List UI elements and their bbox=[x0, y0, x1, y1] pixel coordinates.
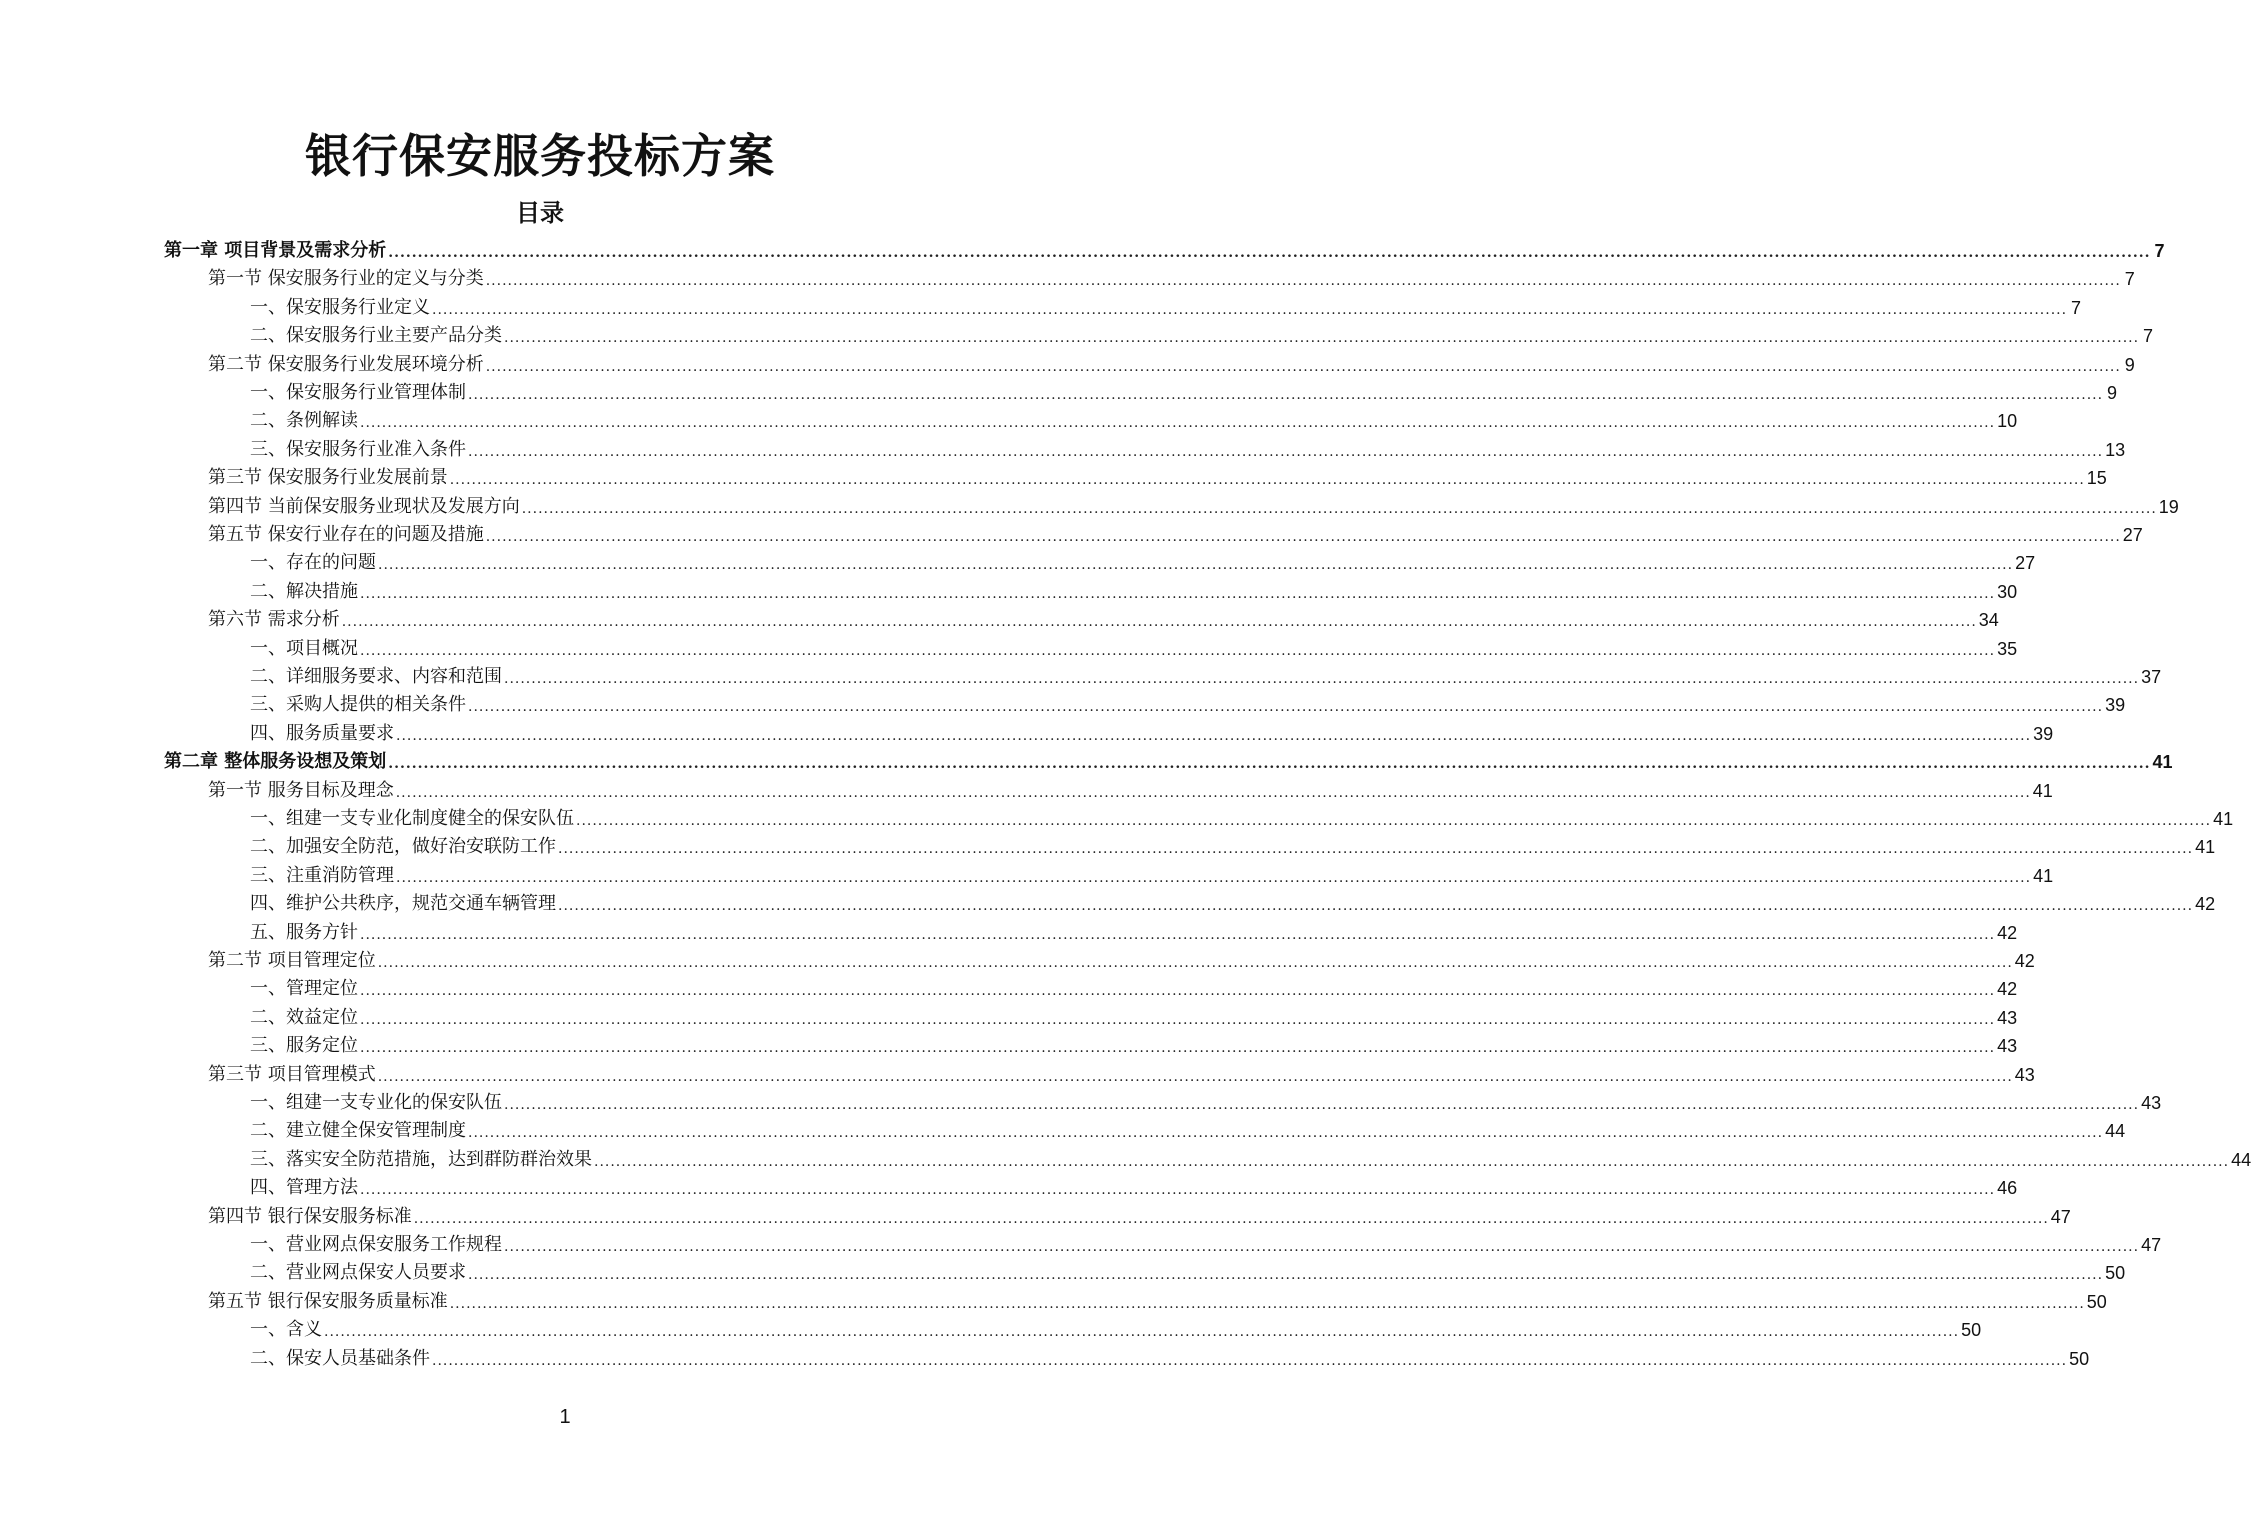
toc-entry[interactable] bbox=[208, 603, 1999, 631]
toc-entry-page: 7 bbox=[2071, 297, 2082, 318]
toc-entry-title: 二、建立健全保安管理制度 bbox=[250, 1120, 466, 1142]
toc-entry-page: 43 bbox=[1997, 1036, 2018, 1057]
document-title: 银行保安服务投标方案 bbox=[305, 129, 775, 183]
toc-entry-title: 第二节 项目管理定位 bbox=[208, 950, 376, 971]
toc-dot-leader: ............................................................................................................................................................................................................................................................................................................ bbox=[378, 557, 2014, 574]
toc-dot-leader: ............................................................................................................................................................................................................................................................................................................ bbox=[413, 1210, 2049, 1227]
toc-entry[interactable] bbox=[250, 319, 2154, 347]
toc-entry[interactable] bbox=[208, 1200, 2071, 1228]
toc-entry-page: 41 bbox=[2195, 837, 2216, 858]
toc-entry-title: 二、保安服务行业主要产品分类 bbox=[250, 325, 502, 347]
toc-entry-page: 42 bbox=[2195, 894, 2216, 915]
toc-dot-leader: ............................................................................................................................................................................................................................................................................................................ bbox=[468, 1125, 2104, 1142]
toc-dot-leader: ............................................................................................................................................................................................................................................................................................................ bbox=[485, 358, 2121, 375]
toc-entry-page: 50 bbox=[2086, 1291, 2107, 1312]
toc-entry-page: 27 bbox=[2015, 553, 2036, 574]
toc-entry-title: 第五节 银行保安服务质量标准 bbox=[208, 1290, 448, 1312]
toc-entry-title: 第二章 整体服务设想及策划 bbox=[164, 751, 387, 773]
toc-entry[interactable] bbox=[208, 1285, 2107, 1313]
toc-dot-leader: ............................................................................................................................................................................................................................................................................................................ bbox=[504, 330, 2140, 347]
toc-entry-page: 7 bbox=[2143, 326, 2154, 347]
toc-entry-title: 第五节 保安行业存在的问题及措施 bbox=[208, 524, 484, 545]
toc-entry-page: 50 bbox=[2069, 1348, 2090, 1369]
toc-entry-page: 9 bbox=[2124, 354, 2135, 375]
toc-entry[interactable] bbox=[208, 262, 2135, 290]
toc-dot-leader: ............................................................................................................................................................................................................................................................................................................ bbox=[485, 273, 2121, 290]
toc-entry-page: 34 bbox=[1978, 610, 1999, 631]
toc-dot-leader: ............................................................................................................................................................................................................................................................................................................ bbox=[468, 387, 2104, 403]
toc-dot-leader: ............................................................................................................................................................................................................................................................................................................ bbox=[360, 1182, 1996, 1199]
toc-dot-leader: ............................................................................................................................................................................................................................................................................................................ bbox=[521, 500, 2157, 517]
toc-dot-leader: ............................................................................................................................................................................................................................................................................................................ bbox=[449, 472, 2085, 489]
toc-dot-leader: ............................................................................................................................................................................................................................................................................................................ bbox=[468, 1267, 2104, 1284]
toc-entry[interactable] bbox=[250, 1313, 1982, 1341]
toc-entry[interactable] bbox=[250, 859, 2054, 887]
toc-dot-leader: ............................................................................................................................................................................................................................................................................................................ bbox=[360, 642, 1996, 659]
toc-dot-leader: ............................................................................................................................................................................................................................................................................................................ bbox=[360, 926, 1996, 943]
toc-entry-title: 一、营业网点保安服务工作规程 bbox=[250, 1234, 502, 1255]
toc-entry-title: 一、保安服务行业定义 bbox=[250, 296, 430, 318]
toc-entry[interactable] bbox=[250, 688, 2126, 716]
toc-entry-title: 五、服务方针 bbox=[250, 921, 358, 943]
toc-entry-title: 二、解决措施 bbox=[250, 580, 358, 602]
toc-entry[interactable] bbox=[250, 546, 2036, 574]
toc-entry-title: 二、加强安全防范，做好治安联防工作 bbox=[250, 836, 556, 858]
toc-dot-leader: ............................................................................................................................................................................................................................................................................................................ bbox=[360, 1040, 1996, 1057]
toc-dot-leader: ............................................................................................................................................................................................................................................................................................................ bbox=[432, 1352, 2068, 1369]
toc-entry-page: 43 bbox=[2014, 1064, 2035, 1085]
toc-entry-title: 三、保安服务行业准入条件 bbox=[250, 438, 466, 460]
toc-entry-title: 第二节 保安服务行业发展环境分析 bbox=[208, 353, 484, 375]
toc-entry-page: 50 bbox=[2105, 1263, 2126, 1284]
toc-entry-title: 第四节 当前保安服务业现状及发展方向 bbox=[208, 495, 520, 517]
toc-entry[interactable] bbox=[250, 291, 2082, 319]
toc-entry[interactable] bbox=[250, 1029, 2018, 1057]
toc-entry-page: 47 bbox=[2141, 1235, 2162, 1255]
toc-entry[interactable] bbox=[250, 1342, 2090, 1370]
toc-entry[interactable] bbox=[208, 490, 2179, 518]
toc-entry-title: 第一节 服务目标及理念 bbox=[208, 779, 394, 801]
toc-dot-leader: ............................................................................................................................................................................................................................................................................................................ bbox=[388, 245, 2151, 261]
toc-dot-leader: ............................................................................................................................................................................................................................................................................................................ bbox=[360, 415, 1996, 432]
toc-entry[interactable] bbox=[250, 1114, 2126, 1142]
toc-entry-title: 三、采购人提供的相关条件 bbox=[250, 694, 466, 716]
toc-entry-page: 37 bbox=[2141, 667, 2162, 687]
toc-entry-title: 第一节 保安服务行业的定义与分类 bbox=[208, 268, 484, 290]
toc-entry[interactable] bbox=[250, 632, 2018, 660]
toc-dot-leader: ............................................................................................................................................................................................................................................................................................................ bbox=[395, 784, 2031, 801]
toc-entry-title: 四、服务质量要求 bbox=[250, 722, 394, 744]
toc-entry-page: 41 bbox=[2032, 780, 2053, 801]
toc-entry[interactable] bbox=[250, 660, 2162, 688]
toc-entry-page: 41 bbox=[2033, 865, 2054, 886]
toc-entry-page: 42 bbox=[2014, 951, 2035, 971]
toc-entry[interactable] bbox=[250, 404, 2018, 432]
toc-entry[interactable] bbox=[250, 575, 2018, 603]
toc-entry-page: 27 bbox=[2122, 525, 2143, 545]
toc-entry-title: 第三节 保安服务行业发展前景 bbox=[208, 467, 448, 489]
toc-entry-title: 三、落实安全防范措施，达到群防群治效果 bbox=[250, 1148, 592, 1170]
toc-entry[interactable] bbox=[208, 518, 2143, 546]
toc-entry-page: 42 bbox=[1997, 922, 2018, 943]
toc-entry-page: 41 bbox=[2213, 809, 2234, 829]
toc-dot-leader: ............................................................................................................................................................................................................................................................................................................ bbox=[360, 1011, 1996, 1028]
toc-entry[interactable] bbox=[250, 972, 2018, 1000]
toc-entry-page: 30 bbox=[1997, 581, 2018, 602]
toc-entry[interactable] bbox=[250, 830, 2216, 858]
toc-entry-page: 39 bbox=[2033, 723, 2054, 744]
toc-dot-leader: ............................................................................................................................................................................................................................................................................................................ bbox=[558, 898, 2194, 915]
toc-entry-title: 四、管理方法 bbox=[250, 1177, 358, 1199]
toc-dot-leader: ............................................................................................................................................................................................................................................................................................................ bbox=[594, 1153, 2230, 1170]
toc-entry-title: 一、组建一支专业化制度健全的保安队伍 bbox=[250, 808, 574, 829]
toc-entry-page: 39 bbox=[2105, 695, 2126, 716]
toc-entry-title: 二、详细服务要求、内容和范围 bbox=[250, 666, 502, 687]
toc-entry[interactable] bbox=[208, 348, 2135, 376]
toc-entry-page: 9 bbox=[2107, 383, 2118, 403]
page-number: 1 bbox=[559, 1406, 571, 1428]
toc-entry[interactable] bbox=[164, 234, 2165, 262]
toc-entry-page: 19 bbox=[2158, 496, 2179, 517]
toc-entry-title: 一、存在的问题 bbox=[250, 552, 376, 574]
toc-dot-leader: ............................................................................................................................................................................................................................................................................................................ bbox=[485, 529, 2121, 545]
toc-entry-page: 43 bbox=[1997, 1007, 2018, 1028]
toc-dot-leader: ............................................................................................................................................................................................................................................................................................................ bbox=[360, 983, 1996, 1000]
toc-entry-page: 13 bbox=[2105, 439, 2126, 460]
toc-entry-page: 47 bbox=[2050, 1206, 2071, 1227]
toc-entry-title: 三、注重消防管理 bbox=[250, 864, 394, 886]
toc-dot-leader: ............................................................................................................................................................................................................................................................................................................ bbox=[576, 813, 2212, 829]
toc-dot-leader: ............................................................................................................................................................................................................................................................................................................ bbox=[432, 301, 2068, 318]
toc-entry-page: 42 bbox=[1997, 979, 2018, 1000]
toc-dot-leader: ............................................................................................................................................................................................................................................................................................................ bbox=[360, 585, 1996, 602]
toc-dot-leader: ............................................................................................................................................................................................................................................................................................................ bbox=[468, 443, 2104, 460]
toc-dot-leader: ............................................................................................................................................................................................................................................................................................................ bbox=[504, 671, 2140, 687]
toc-dot-leader: ............................................................................................................................................................................................................................................................................................................ bbox=[504, 1239, 2140, 1255]
toc-entry-title: 第一章 项目背景及需求分析 bbox=[164, 240, 387, 261]
toc-dot-leader: ............................................................................................................................................................................................................................................................................................................ bbox=[558, 841, 2194, 858]
toc-heading: 目录 bbox=[516, 198, 564, 227]
toc-dot-leader: ............................................................................................................................................................................................................................................................................................................ bbox=[377, 1068, 2013, 1085]
toc-entry-page: 44 bbox=[2231, 1149, 2251, 1170]
toc-entry-page: 50 bbox=[1961, 1320, 1982, 1341]
toc-entry-title: 第四节 银行保安服务标准 bbox=[208, 1205, 412, 1227]
toc-entry-title: 二、效益定位 bbox=[250, 1006, 358, 1028]
toc-entry[interactable] bbox=[250, 717, 2054, 745]
toc-entry-title: 第六节 需求分析 bbox=[208, 609, 340, 631]
toc-entry[interactable] bbox=[208, 944, 2035, 972]
toc-entry[interactable] bbox=[208, 774, 2053, 802]
toc-dot-leader: ............................................................................................................................................................................................................................................................................................................ bbox=[341, 614, 1977, 631]
toc-entry[interactable] bbox=[250, 433, 2126, 461]
toc-dot-leader: ............................................................................................................................................................................................................................................................................................................ bbox=[504, 1097, 2140, 1113]
toc-entry-title: 一、含义 bbox=[250, 1319, 322, 1341]
toc-entry[interactable] bbox=[250, 802, 2234, 830]
toc-entry-page: 43 bbox=[2141, 1093, 2162, 1113]
toc-entry[interactable] bbox=[164, 745, 2173, 773]
toc-entry[interactable] bbox=[250, 1256, 2126, 1284]
toc-entry-page: 35 bbox=[1997, 638, 2018, 659]
toc-dot-leader: ............................................................................................................................................................................................................................................................................................................ bbox=[468, 699, 2104, 716]
toc-dot-leader: ............................................................................................................................................................................................................................................................................................................ bbox=[377, 955, 2013, 971]
toc-entry[interactable] bbox=[250, 376, 2118, 404]
toc-entry[interactable] bbox=[250, 1143, 2251, 1171]
toc-entry-title: 一、项目概况 bbox=[250, 637, 358, 659]
toc-entry-page: 10 bbox=[1997, 411, 2018, 432]
toc-entry-title: 二、营业网点保安人员要求 bbox=[250, 1262, 466, 1284]
toc-dot-leader: ............................................................................................................................................................................................................................................................................................................ bbox=[324, 1324, 1960, 1341]
toc-entry-title: 一、管理定位 bbox=[250, 978, 358, 1000]
toc-entry[interactable] bbox=[250, 916, 2018, 944]
toc-entry-page: 7 bbox=[2154, 241, 2165, 261]
toc-entry-page: 41 bbox=[2152, 752, 2173, 773]
toc-dot-leader: ............................................................................................................................................................................................................................................................................................................ bbox=[449, 1295, 2085, 1312]
toc-dot-leader: ............................................................................................................................................................................................................................................................................................................ bbox=[396, 869, 2032, 886]
toc-entry-title: 第三节 项目管理模式 bbox=[208, 1063, 376, 1085]
toc-entry-page: 15 bbox=[2086, 468, 2107, 489]
toc-entry[interactable] bbox=[250, 887, 2216, 915]
toc-entry-title: 一、组建一支专业化的保安队伍 bbox=[250, 1092, 502, 1113]
toc-entry[interactable] bbox=[250, 1228, 2162, 1256]
toc-entry-page: 46 bbox=[1997, 1178, 2018, 1199]
toc-entry-page: 7 bbox=[2124, 269, 2135, 290]
toc-entry[interactable] bbox=[250, 1171, 2018, 1199]
toc-entry[interactable] bbox=[250, 1001, 2018, 1029]
toc-entry[interactable] bbox=[208, 1058, 2035, 1086]
toc-entry-title: 二、条例解读 bbox=[250, 410, 358, 432]
toc-entry-title: 三、服务定位 bbox=[250, 1035, 358, 1057]
toc-entry-title: 一、保安服务行业管理体制 bbox=[250, 382, 466, 403]
toc-dot-leader: ............................................................................................................................................................................................................................................................................................................ bbox=[388, 756, 2151, 773]
toc-entry[interactable] bbox=[208, 461, 2107, 489]
toc-entry-page: 44 bbox=[2105, 1121, 2126, 1142]
toc-entry-title: 四、维护公共秩序，规范交通车辆管理 bbox=[250, 893, 556, 915]
toc-entry[interactable] bbox=[250, 1086, 2162, 1114]
toc-dot-leader: ............................................................................................................................................................................................................................................................................................................ bbox=[396, 727, 2032, 744]
toc-entry-title: 二、保安人员基础条件 bbox=[250, 1347, 430, 1369]
